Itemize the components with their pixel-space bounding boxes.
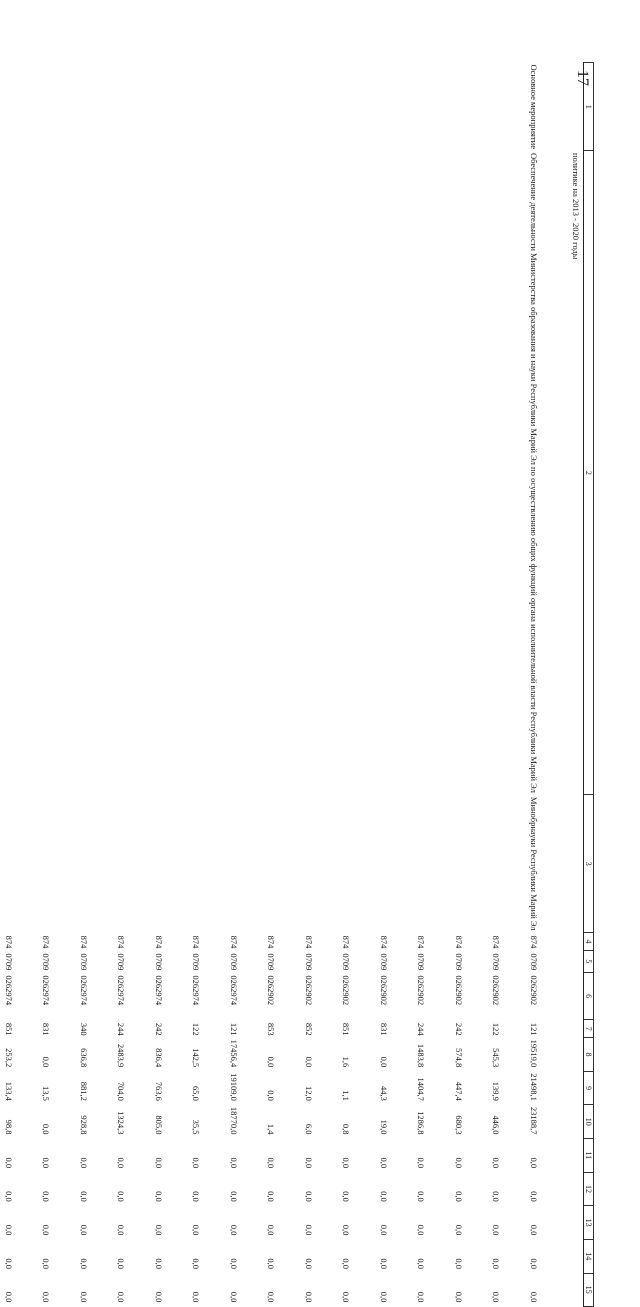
column-number-4: 4 (583, 933, 593, 951)
amount-cell: 0,0 (78, 1258, 89, 1269)
amount-cell: 0,0 (341, 1224, 352, 1236)
amount-cell: 0,0 (528, 1191, 539, 1202)
code-cell: 242 (153, 1022, 164, 1036)
amount-cell: 0,0 (453, 1157, 464, 1169)
amount-cell: 253,2 (3, 1048, 14, 1068)
amount-cell: 0,0 (378, 1056, 389, 1068)
amount-cell: 133,4 (3, 1081, 14, 1101)
amount-cell: 0,0 (228, 1191, 239, 1202)
amount-cell: 0,0 (266, 1258, 277, 1269)
column-number-11: 11 (583, 1139, 593, 1173)
amount-cell: 0,0 (266, 1224, 277, 1236)
amount-cell: 0,0 (191, 1224, 202, 1236)
amount-cell: 0,0 (341, 1157, 352, 1169)
code-cell: 0262974 (41, 975, 52, 1006)
code-cell: 0262974 (3, 975, 14, 1006)
amount-cell: 0,0 (228, 1258, 239, 1269)
code-cell: 0262902 (528, 975, 539, 1006)
code-cell: 851 (341, 1022, 352, 1036)
amount-cell: 6,0 (303, 1123, 314, 1135)
column-number-10: 10 (583, 1105, 593, 1139)
amount-cell: 17456,4 (228, 1039, 239, 1068)
amount-cell: 0,0 (303, 1224, 314, 1236)
page-number: 17 (574, 70, 591, 86)
amount-cell: 0,0 (228, 1157, 239, 1169)
amount-cell: 0,0 (416, 1191, 427, 1202)
amount-cell: 0,0 (303, 1056, 314, 1068)
code-cell: 874 (341, 935, 352, 949)
code-cell: 874 (378, 935, 389, 949)
code-cell: 0709 (266, 953, 277, 971)
continuation-row (540, 63, 584, 1307)
code-cell: 0709 (378, 953, 389, 971)
amount-cell: 35,5 (191, 1119, 202, 1135)
code-cell: 874 (528, 935, 539, 949)
code-cell: 0709 (453, 953, 464, 971)
table-row (502, 63, 540, 1307)
amount-cell: 0,0 (78, 1224, 89, 1236)
amount-cell: 1,6 (341, 1056, 352, 1068)
amount-cell: 0,0 (303, 1291, 314, 1303)
executor: Минобрнауки Республики Марий Эл (528, 796, 539, 931)
amount-cell: 2483,9 (116, 1043, 127, 1068)
amount-cell: 0,0 (3, 1224, 14, 1236)
code-cell: 874 (191, 935, 202, 949)
amount-cell: 574,8 (453, 1048, 464, 1068)
code-cell: 874 (266, 935, 277, 949)
code-cell: 0709 (3, 953, 14, 971)
amount-cell: 0,0 (153, 1224, 164, 1236)
column-number-1: 1 (583, 63, 593, 151)
amount-cell: 139,9 (491, 1081, 502, 1101)
amount-cell: 447,4 (453, 1081, 464, 1101)
amount-cell: 0,0 (491, 1258, 502, 1269)
amount-cell: 0,0 (528, 1224, 539, 1236)
amount-cell: 0,0 (416, 1258, 427, 1269)
column-number-6: 6 (583, 972, 593, 1020)
code-cell: 874 (416, 935, 427, 949)
amount-cell: 680,3 (453, 1115, 464, 1135)
amount-cell: 0,0 (528, 1291, 539, 1303)
code-cell: 851 (3, 1022, 14, 1036)
code-cell: 0709 (491, 953, 502, 971)
code-cell: 831 (378, 1022, 389, 1036)
column-number-3: 3 (583, 795, 593, 933)
code-cell: 0709 (341, 953, 352, 971)
amount-cell: 0,0 (41, 1291, 52, 1303)
amount-cell: 0,0 (116, 1157, 127, 1169)
amount-cell: 0,0 (78, 1157, 89, 1169)
amount-cell: 1324,3 (116, 1111, 127, 1135)
code-cell: 874 (453, 935, 464, 949)
column-number-12: 12 (583, 1172, 593, 1206)
amount-cell: 0,0 (153, 1191, 164, 1202)
amount-cell: 928,8 (78, 1115, 89, 1135)
activity-description: Обеспечение деятельности Министерства образования и науки Республики Марий Эл по осуществлению общих функций органа исполнительной власти Республики Марий Эл (528, 152, 539, 793)
amount-cell: 1404,7 (416, 1077, 427, 1101)
amount-cell: 0,0 (153, 1291, 164, 1303)
code-cell: 122 (491, 1022, 502, 1036)
amount-cell: 0,0 (191, 1291, 202, 1303)
amount-cell: 0,0 (116, 1291, 127, 1303)
amount-cell: 0,0 (416, 1224, 427, 1236)
amount-cell: 18770,0 (228, 1106, 239, 1135)
code-cell: 0262902 (378, 975, 389, 1006)
amount-cell: 836,4 (153, 1048, 164, 1068)
amount-cell: 0,0 (153, 1258, 164, 1269)
amount-cell: 0,0 (41, 1258, 52, 1269)
code-cell: 0709 (153, 953, 164, 971)
column-number-header-row (583, 63, 593, 1307)
amount-cell: 1,1 (341, 1090, 352, 1101)
amount-cell: 0,0 (491, 1291, 502, 1303)
code-cell: 0262974 (191, 975, 202, 1006)
code-cell: 853 (266, 1022, 277, 1036)
code-cell: 0262902 (491, 975, 502, 1006)
code-cell: 121 (228, 1022, 239, 1036)
amount-cell: 19,0 (378, 1119, 389, 1135)
amount-cell: 0,0 (191, 1258, 202, 1269)
amount-cell: 0,0 (453, 1258, 464, 1269)
amount-cell: 0,0 (341, 1291, 352, 1303)
code-cell: 874 (3, 935, 14, 949)
code-cell: 0262974 (78, 975, 89, 1006)
code-cell: 0262974 (228, 975, 239, 1006)
row-label: Основное мероприятие (528, 64, 539, 149)
code-cell: 242 (453, 1022, 464, 1036)
amount-cell: 142,5 (191, 1048, 202, 1068)
code-cell: 0262902 (341, 975, 352, 1006)
code-cell: 0709 (416, 953, 427, 971)
amount-cell: 23188,7 (528, 1106, 539, 1135)
amount-cell: 881,2 (78, 1081, 89, 1101)
code-cell: 340 (78, 1022, 89, 1036)
code-cell: 874 (41, 935, 52, 949)
amount-cell: 0,0 (266, 1191, 277, 1202)
amount-cell: 0,0 (528, 1157, 539, 1169)
amount-cell: 1,4 (266, 1123, 277, 1135)
amount-cell: 0,0 (3, 1157, 14, 1169)
amount-cell: 0,0 (228, 1224, 239, 1236)
code-cell: 0709 (303, 953, 314, 971)
code-cell: 0709 (528, 953, 539, 971)
code-cell: 0709 (78, 953, 89, 971)
amount-cell: 805,0 (153, 1115, 164, 1135)
column-number-5: 5 (583, 950, 593, 972)
code-cell: 0262902 (453, 975, 464, 1006)
code-cell: 0709 (116, 953, 127, 971)
code-cell: 244 (116, 1022, 127, 1036)
amount-cell: 98,8 (3, 1119, 14, 1135)
amount-cell: 0,0 (341, 1191, 352, 1202)
amount-cell: 0,8 (341, 1123, 352, 1135)
amount-cell: 0,0 (3, 1258, 14, 1269)
column-number-2: 2 (583, 151, 593, 795)
code-cell: 852 (303, 1022, 314, 1036)
code-cell: 874 (228, 935, 239, 949)
code-cell: 122 (191, 1022, 202, 1036)
amount-cell: 21498,1 (528, 1073, 539, 1101)
amount-cell: 0,0 (266, 1090, 277, 1101)
code-cell: 0262902 (266, 975, 277, 1006)
amount-cell: 636,8 (78, 1048, 89, 1068)
amount-cell: 0,0 (78, 1191, 89, 1202)
code-cell: 874 (116, 935, 127, 949)
amount-cell: 0,0 (528, 1258, 539, 1269)
amount-cell: 0,0 (266, 1157, 277, 1169)
code-cell: 874 (303, 935, 314, 949)
amount-cell: 12,0 (303, 1086, 314, 1101)
code-cell: 0709 (191, 953, 202, 971)
amount-cell: 0,0 (378, 1157, 389, 1169)
budget-table-rotated (0, 62, 594, 1307)
amount-cell: 0,0 (378, 1191, 389, 1202)
code-cell: 874 (153, 935, 164, 949)
amount-cell: 0,0 (41, 1123, 52, 1135)
column-number-9: 9 (583, 1071, 593, 1105)
code-cell: 0262902 (416, 975, 427, 1006)
amount-cell: 19519,0 (528, 1039, 539, 1068)
code-cell: 874 (491, 935, 502, 949)
amount-cell: 0,0 (303, 1157, 314, 1169)
amount-cell: 0,0 (416, 1291, 427, 1303)
amount-cell: 0,0 (41, 1224, 52, 1236)
code-cell: 121 (528, 1022, 539, 1036)
amount-cell: 0,0 (303, 1258, 314, 1269)
amount-cell: 19109,0 (228, 1073, 239, 1101)
amount-cell: 446,0 (491, 1115, 502, 1135)
amount-cell: 0,0 (116, 1224, 127, 1236)
amount-cell: 0,0 (228, 1291, 239, 1303)
amount-cell: 0,0 (453, 1191, 464, 1202)
amount-cell: 0,0 (378, 1224, 389, 1236)
amount-cell: 13,5 (41, 1086, 52, 1101)
column-number-13: 13 (583, 1206, 593, 1240)
code-cell: 0262974 (116, 975, 127, 1006)
amount-cell: 0,0 (153, 1157, 164, 1169)
amount-cell: 0,0 (303, 1191, 314, 1202)
amount-cell: 0,0 (491, 1157, 502, 1169)
code-cell: 874 (78, 935, 89, 949)
code-cell: 244 (416, 1022, 427, 1036)
amount-cell: 763,6 (153, 1081, 164, 1101)
amount-cell: 0,0 (78, 1291, 89, 1303)
amount-cell: 1483,8 (416, 1043, 427, 1068)
amount-cell: 0,0 (116, 1258, 127, 1269)
amount-cell: 0,0 (453, 1224, 464, 1236)
amount-cell: 0,0 (491, 1191, 502, 1202)
amount-cell: 0,0 (378, 1258, 389, 1269)
amount-cell: 0,0 (378, 1291, 389, 1303)
column-number-7: 7 (583, 1020, 593, 1038)
column-number-8: 8 (583, 1038, 593, 1072)
amount-cell: 0,0 (41, 1056, 52, 1068)
budget-table (0, 62, 594, 1307)
amount-cell: 1286,8 (416, 1111, 427, 1135)
amount-cell: 0,0 (3, 1191, 14, 1202)
amount-cell: 0,0 (266, 1056, 277, 1068)
amount-cell: 0,0 (116, 1191, 127, 1202)
amount-cell: 0,0 (41, 1157, 52, 1169)
amount-cell: 0,0 (191, 1191, 202, 1202)
amount-cell: 0,0 (491, 1224, 502, 1236)
amount-cell: 44,3 (378, 1086, 389, 1101)
amount-cell: 0,0 (191, 1157, 202, 1169)
column-number-14: 14 (583, 1239, 593, 1273)
amount-cell: 0,0 (453, 1291, 464, 1303)
amount-cell: 0,0 (41, 1191, 52, 1202)
code-cell: 0262902 (303, 975, 314, 1006)
amount-cell: 704,0 (116, 1081, 127, 1101)
amount-cell: 65,0 (191, 1086, 202, 1101)
amount-cell: 0,0 (416, 1157, 427, 1169)
code-cell: 831 (41, 1022, 52, 1036)
amount-cell: 545,3 (491, 1048, 502, 1068)
code-cell: 0709 (228, 953, 239, 971)
code-cell: 0262974 (153, 975, 164, 1006)
amount-cell: 0,0 (3, 1291, 14, 1303)
code-cell: 0709 (41, 953, 52, 971)
column-number-15: 15 (583, 1273, 593, 1306)
amount-cell: 0,0 (341, 1258, 352, 1269)
amount-cell: 0,0 (266, 1291, 277, 1303)
intro-text: политике на 2013 - 2020 годы (570, 152, 581, 260)
